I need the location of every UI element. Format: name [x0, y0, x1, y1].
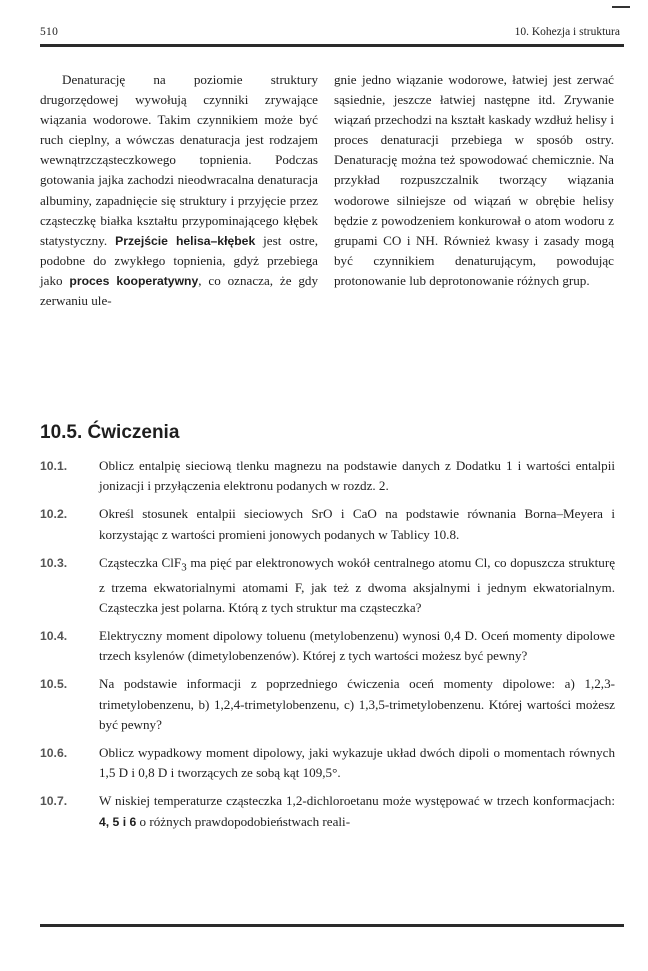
- exercise-text-part: Cząsteczka ClF: [99, 554, 182, 570]
- term-helix-coil: Przejście helisa–kłębek: [115, 233, 256, 248]
- exercise-number: 10.7.: [40, 794, 68, 809]
- exercise-item: [40, 504, 615, 544]
- exercise-text: Na podstawie informacji z poprzedniego ćwiczenia oceń momenty dipolowe: a) 1,2,3-trimetylobenzenu, b) 1,2,4-trimetylobenzenu, c) 1,3,5-trimetylobenzenu. Której wartości możesz być pewny?: [99, 676, 615, 732]
- page-number: 510: [40, 26, 59, 38]
- left-text-2: jest ostre, podobne do zwykłego topnienia, gdyż przebiega jako: [40, 232, 318, 288]
- exercise-text: Oblicz entalpię sieciową tlenku magnezu na podstawie danych z Dodatku 1 i wartości entalpii jonizacji i przyłączenia elektronu podanych w rozdz. 2.: [99, 458, 615, 494]
- exercise-item: [40, 626, 615, 666]
- left-text-1: Denaturację na poziomie struktury drugorzędowej wywołują czynniki zrywające wiązania wodorowe. Takim czynnikiem może być ruch cieplny, a wówczas denaturacja jest rodzajem wewnątrzcząsteczkowego topnienia. Podczas gotowania jajka zachodzi nieodwracalna denaturacja albuminy, zapadnięcie się struktury i przyjęcie przez cząsteczkę białka kształtu przypominającego kłębek statystyczny.: [40, 72, 318, 248]
- term-cooperative-process: proces kooperatywny: [69, 273, 199, 288]
- exercise-item: [40, 674, 615, 735]
- exercise-text: [99, 793, 615, 828]
- right-paragraph: gnie jedno wiązanie wodorowe, łatwiej jest zerwać sąsiednie, jeszcze łatwiej następne itd. Zrywanie wiązań przechodzi na kształt kaskady wzdłuż helisy i proces denaturacji przebiega w sposób ostry. Denaturację można też spowodować chemicznie. Na przykład rozpuszczalnik tworzący wiązania wodorowe silniejsze od wiązań w obrębie helisy będzie z powodzeniem konkurował o atom wodoru z grupami CO i NH. Również kwasy i zasady mogą być czynnikiem denaturującym, powodując protonowanie lub deprotonowanie różnych grup.: [334, 72, 614, 288]
- formula-subscript: 3: [181, 561, 187, 574]
- exercise-text: Określ stosunek entalpii sieciowych SrO i CaO na podstawie równania Borna–Meyera i korzystając z wartości promieni jonowych podanych w Tablicy 10.8.: [99, 506, 615, 542]
- exercise-item: [40, 743, 615, 783]
- exercise-text: Oblicz wypadkowy moment dipolowy, jaki wykazuje układ dwóch dipoli o momentach równych 1,5 D i 0,8 D i tworzących ze sobą kąt 109,5°.: [99, 745, 615, 781]
- running-header-chapter: 10. Kohezja i struktura: [514, 26, 620, 38]
- corner-mark: [612, 6, 630, 8]
- section-title: 10.5. Ćwiczenia: [40, 422, 180, 443]
- exercise-number: 10.3.: [40, 555, 68, 570]
- exercise-text-part: o różnych prawdopodobieństwach reali-: [136, 813, 351, 829]
- exercise-list: [40, 456, 615, 840]
- exercise-number: 10.6.: [40, 746, 68, 761]
- left-column: [40, 70, 318, 311]
- left-paragraph: [40, 70, 318, 311]
- exercise-item: [40, 456, 615, 496]
- exercise-number: 10.1.: [40, 459, 68, 473]
- exercise-number: 10.5.: [40, 677, 68, 692]
- exercise-text: [99, 555, 615, 615]
- exercise-item: [40, 553, 615, 618]
- exercise-item: [40, 791, 615, 831]
- exercise-number: 10.4.: [40, 629, 68, 644]
- header-rule: [40, 44, 624, 47]
- exercise-number: 10.2.: [40, 507, 68, 522]
- left-text-3: , co oznacza, że gdy zerwaniu ule-: [40, 272, 318, 309]
- exercise-text: Elektryczny moment dipolowy toluenu (metylobenzenu) wynosi 0,4 D. Oceń momenty dipolowe trzech ksylenów (dimetylobenzenów). Której z tych wartości możesz być pewny?: [99, 628, 615, 664]
- footer-rule: [40, 924, 624, 927]
- conformation-labels: 4, 5 i 6: [99, 814, 137, 829]
- exercise-text-part: W niskiej temperaturze cząsteczka 1,2-dichloroetanu może występować w trzech konformacjach:: [99, 793, 615, 809]
- exercise-text-part: ma pięć par elektronowych wokół centralnego atomu Cl, co dopuszcza strukturę z trzema ekwatorialnymi atomami F, jak też z dwoma aksjalnymi i jednym ekwatorialnym. Cząsteczka jest polarna. Którą z tych struktur ma cząsteczka?: [99, 554, 616, 615]
- right-column: [334, 70, 614, 291]
